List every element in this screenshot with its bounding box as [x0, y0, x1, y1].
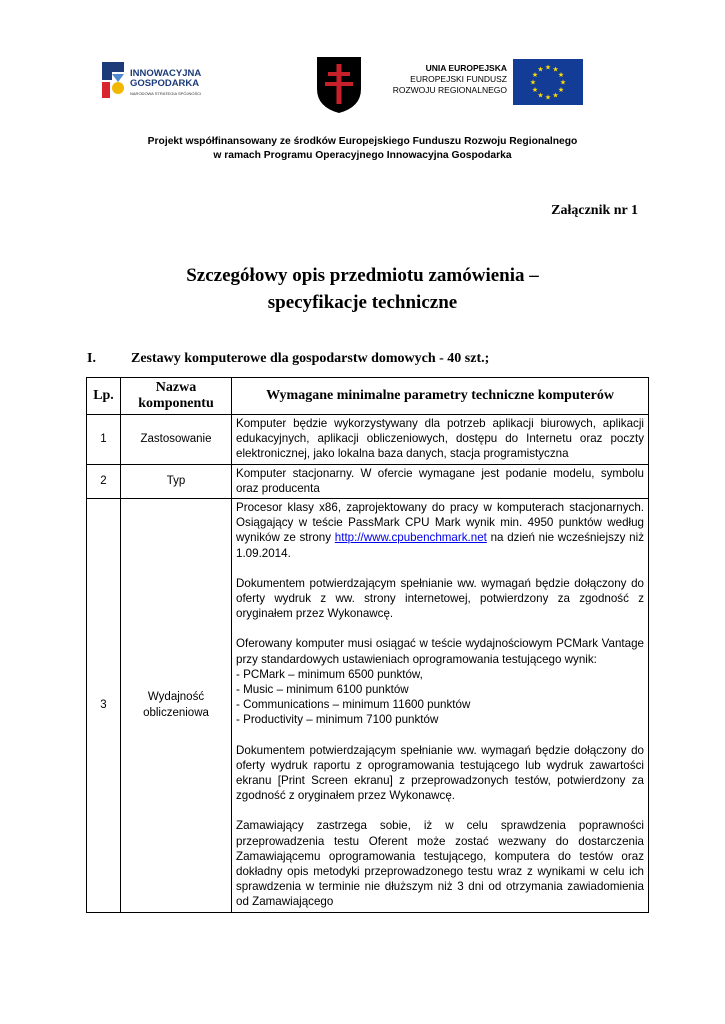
innowacyjna-gospodarka-logo: [98, 60, 228, 102]
row-name: Zastosowanie: [121, 415, 232, 465]
p3-item: - Communications – minimum 11600 punktów: [236, 698, 471, 712]
row-desc: [232, 499, 649, 913]
ig-sub: NARODOWA STRATEGIA SPÓJNOŚCI: [130, 91, 202, 96]
p3-intro: Oferowany komputer musi osiągać w teście wydajnościowym PCMark Vantage przy standardowych ustawieniach oprogramowania testującego wynik:: [236, 637, 644, 666]
p1-text: Procesor klasy x86, zaprojektowany do pracy w komputerach stacjonarnych. Osiągający w teście PassMark CPU Mark wynik min. 4950 punktów według wyników ze strony: [236, 501, 644, 545]
eu-star-icon: ★: [544, 63, 552, 72]
section-title: Zestawy komputerowe dla gospodarstw domowych - 40 szt.;: [131, 351, 490, 366]
page-title: [0, 262, 725, 316]
table-row: [87, 499, 649, 913]
header-name: Nazwa komponentu: [121, 378, 232, 415]
eu-star-icon: ★: [537, 91, 544, 100]
eu-star-icon: ★: [544, 93, 552, 102]
desc-paragraph-2: Dokumentem potwierdzającym spełnianie ww. wymagań będzie dołączony do oferty wydruk z ww. strony internetowej, potwierdzony za zgodność z oryginałem przez Wykonawcę.: [236, 576, 644, 621]
header-logos: [0, 55, 725, 115]
row-desc: Komputer stacjonarny. W ofercie wymagane jest podanie modelu, symbolu oraz producenta: [232, 464, 649, 498]
eu-star-icon: ★: [531, 86, 539, 94]
desc-paragraph-1: [236, 500, 644, 561]
eu-line1: UNIA EUROPEJSKA: [425, 63, 507, 73]
eu-star-icon: ★: [537, 65, 544, 74]
eu-star-icon: ★: [559, 78, 567, 87]
eu-stars-icon: [513, 59, 583, 105]
eu-star-icon: ★: [552, 65, 559, 74]
project-line2: w ramach Programu Operacyjnego Innowacyjna Gospodarka: [213, 150, 512, 161]
row-lp: 3: [87, 499, 121, 913]
title-line1: Szczegółowy opis przedmiotu zamówienia –: [186, 265, 539, 286]
crest-shield-icon: [314, 55, 364, 115]
header-params: Wymagane minimalne parametry techniczne komputerów: [232, 378, 649, 415]
row-lp: 1: [87, 415, 121, 465]
eu-star-icon: ★: [531, 71, 539, 79]
table-row: [87, 415, 649, 465]
row-desc: Komputer będzie wykorzystywany dla potrzeb aplikacji biurowych, aplikacji edukacyjnych, aplikacji obliczeniowych, dostępu do Internetu oraz poczty elektronicznej, jako lokalna baza danych, stacja programistyczna: [232, 415, 649, 465]
desc-paragraph-3: [236, 636, 644, 727]
ig-line2: GOSPODARKA: [130, 78, 200, 89]
annex-label: Załącznik nr 1: [551, 203, 638, 218]
crest-logo: [314, 55, 364, 115]
eu-star-icon: ★: [529, 78, 537, 87]
eu-logo: [393, 59, 583, 107]
desc-paragraph-4: Dokumentem potwierdzającym spełnianie ww. wymagań będzie dołączony do oferty wydruk raportu z oprogramowania testującego lub wydruk zawartości ekranu [Print Screen ekranu] z przeprowadzonych testów, potwierdzony za zgodność z oryginałem przez Wykonawcę.: [236, 743, 644, 803]
eu-flag-icon: [513, 59, 583, 105]
eu-line3: ROZWOJU REGIONALNEGO: [392, 85, 507, 95]
desc-paragraph-5: Zamawiający zastrzega sobie, iż w celu sprawdzenia poprawności przeprowadzenia testu Oferent może zostać wezwany do dostarczenia Zamawiającemu oprogramowania testującego, komputera do testów oraz dokładny opis metodyki przeprowadzonego testu wraz z wynikami w celu ich sprawdzenia w terminie nie dłuższym niż 3 dni od otrzymania zawiadomienia od Zamawiającego: [236, 819, 644, 909]
p3-item: - PCMark – minimum 6500 punktów,: [236, 667, 423, 681]
eu-line2: EUROPEJSKI FUNDUSZ: [410, 74, 507, 84]
table-header-row: [87, 378, 649, 415]
project-line1: Projekt współfinansowany ze środków Europejskiego Funduszu Rozwoju Regionalnego: [147, 136, 578, 147]
eu-star-icon: ★: [557, 71, 565, 79]
title-line2: specyfikacje techniczne: [267, 292, 458, 313]
project-info: [0, 135, 725, 163]
row-name: Wydajność obliczeniowa: [121, 499, 232, 913]
eu-star-icon: ★: [557, 86, 565, 94]
row-lp: 2: [87, 464, 121, 498]
table-row: [87, 464, 649, 498]
row-name: Typ: [121, 464, 232, 498]
section-heading: [87, 351, 647, 367]
ig-line1: INNOWACYJNA: [130, 68, 202, 79]
p3-item: - Productivity – minimum 7100 punktów: [236, 713, 439, 727]
header-lp: Lp.: [87, 378, 121, 415]
eu-star-icon: ★: [552, 91, 559, 100]
spec-table: [86, 377, 649, 913]
cpubenchmark-link[interactable]: http://www.cpubenchmark.net: [334, 531, 487, 545]
ig-emblem-icon: [98, 60, 128, 100]
p3-item: - Music – minimum 6100 punktów: [236, 683, 409, 697]
p1-text-after: na dzień nie wcześniejszy niż 1.09.2014.: [236, 531, 644, 560]
section-number: I.: [87, 351, 96, 366]
